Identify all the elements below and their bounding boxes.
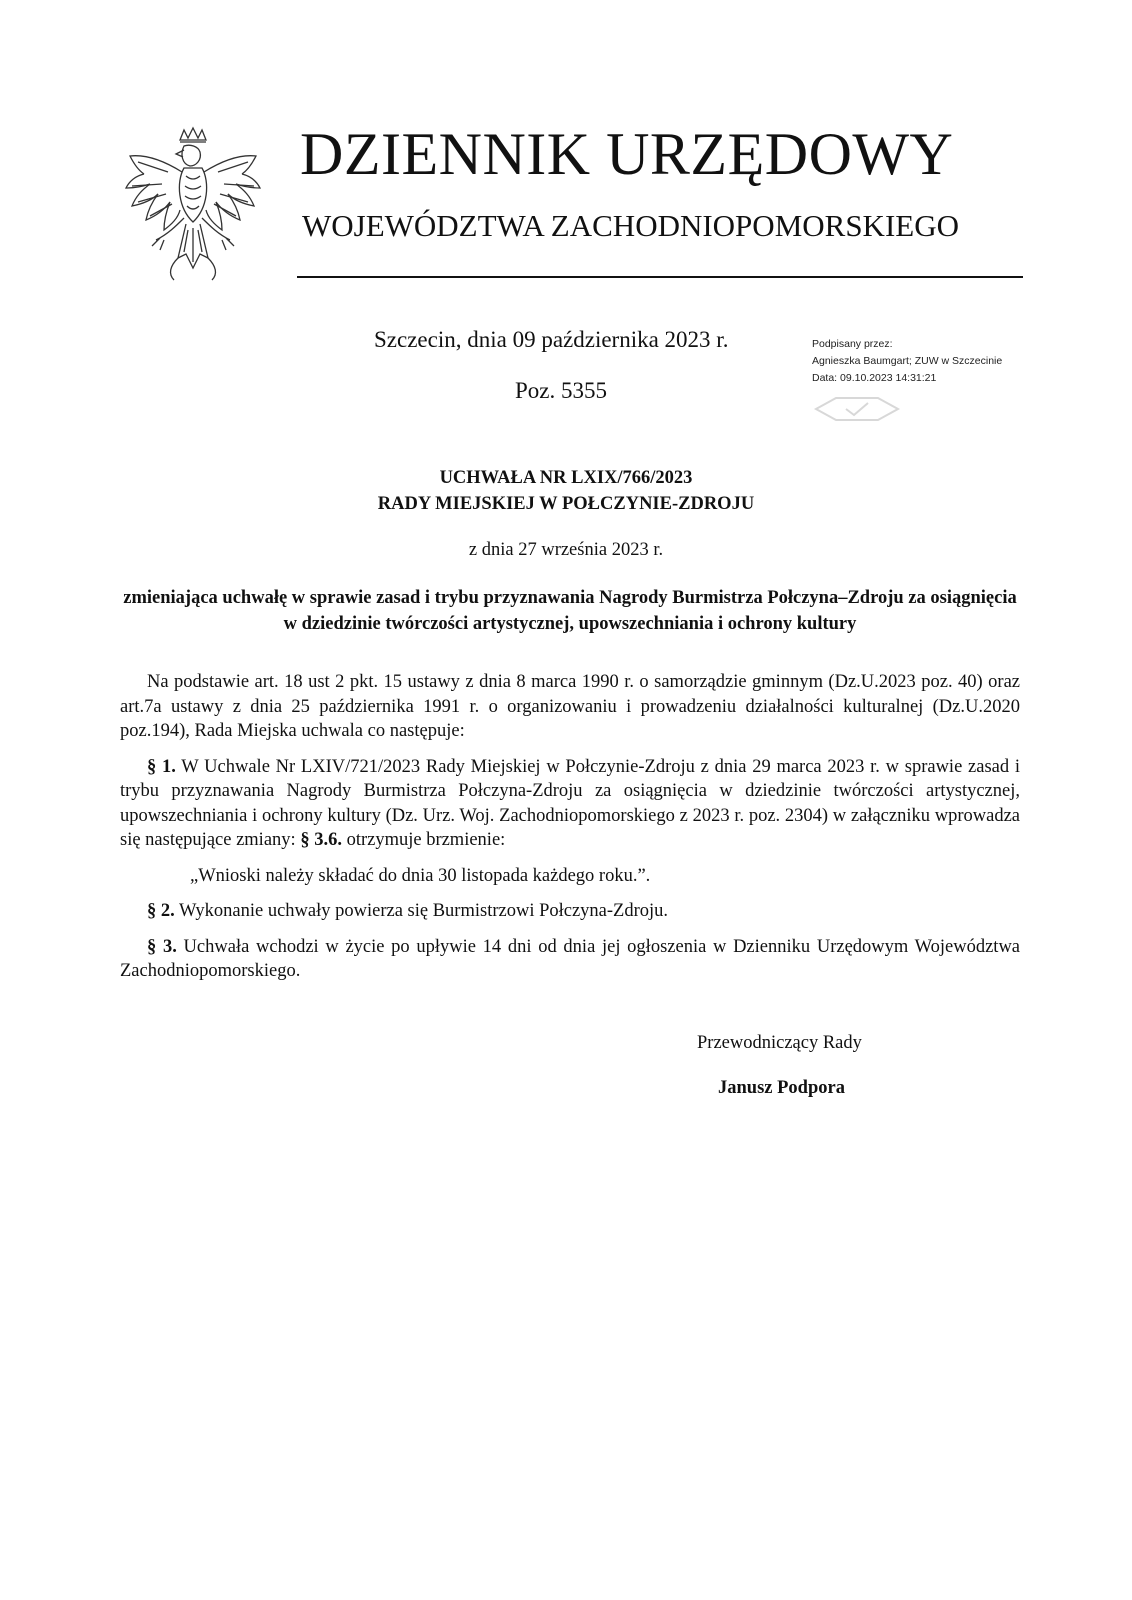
section-1-reference: § 3.6. [300, 830, 342, 850]
resolution-number: UCHWAŁA NR LXIX/766/2023 [439, 468, 693, 488]
section-1-label: § 1. [147, 756, 176, 777]
section-1-paragraph [120, 755, 1020, 853]
preamble-paragraph: Na podstawie art. 18 ust 2 pkt. 15 ustawy z dnia 8 marca 1990 r. o samorządzie gminnym (Dz.U.2023 poz. 40) oraz art.7a ustawy z dnia 25 października 1991 r. o organizowaniu i prowadzeniu działalności kulturalnej (Dz.U.2020 poz.194), Rada Miejska uchwala co następuje: [120, 672, 1020, 741]
chairman-title: Przewodniczący Rady [697, 1033, 862, 1053]
journal-subtitle: WOJEWÓDZTWA ZACHODNIOPOMORSKIEGO [302, 208, 959, 243]
section-2-text: Wykonanie uchwały powierza się Burmistrzowi Połczyna-Zdroju. [174, 901, 669, 921]
section-1-text: W Uchwale Nr LXIV/721/2023 Rady Miejskiej w Połczynie-Zdroju z dnia 29 marca 2023 r. w sprawie zasad i trybu przyznawania Nagrody Burmistrza Połczyna-Zdroju za osiągnięcia w dziedzinie twórczości artystycznej, upowszechniania i ochrony kultury (Dz. Urz. Woj. Zachodniopomorskiego z 2023 r. poz. 2304) w załączniku wprowadza się następujące zmiany: [120, 756, 1020, 850]
resolution-council: RADY MIEJSKIEJ W POŁCZYNIE-ZDROJU [377, 494, 755, 514]
header-divider [297, 276, 1023, 278]
section-3-paragraph [120, 935, 1020, 984]
chairman-name: Janusz Podpora [718, 1078, 845, 1098]
white-eagle-emblem-icon [118, 126, 268, 284]
section-3-text: Uchwała wchodzi w życie po upływie 14 dni od dnia jej ogłoszenia w Dzienniku Urzędowym Województwa Zachodniopomorskiego. [120, 936, 1021, 981]
resolution-subject: zmieniająca uchwałę w sprawie zasad i trybu przyznawania Nagrody Burmistrza Połczyna–Zdroju za osiągnięcia w dziedzinie twórczości artystycznej, upowszechniania i ochrony kultury [123, 588, 1017, 634]
section-3-label: § 3. [147, 936, 177, 957]
signature-check-icon [812, 394, 902, 424]
digital-signature-block [812, 336, 1052, 387]
signature-signer: Agnieszka Baumgart; ZUW w Szczecinie [812, 355, 1003, 367]
position-number: Poz. 5355 [515, 378, 607, 403]
amendment-quote: „Wnioski należy składać do dnia 30 listopada każdego roku.”. [190, 865, 651, 886]
publication-date: Szczecin, dnia 09 października 2023 r. [374, 327, 729, 352]
resolution-body [120, 670, 1020, 995]
signature-date: Data: 09.10.2023 14:31:21 [812, 372, 937, 384]
section-1-tail: otrzymuje brzmienie: [341, 830, 506, 850]
resolution-date: z dnia 27 września 2023 r. [468, 540, 664, 560]
signature-label: Podpisany przez: [812, 338, 893, 350]
section-2-paragraph [120, 899, 1020, 924]
section-2-label: § 2. [147, 901, 175, 921]
journal-title: DZIENNIK URZĘDOWY [300, 121, 954, 187]
